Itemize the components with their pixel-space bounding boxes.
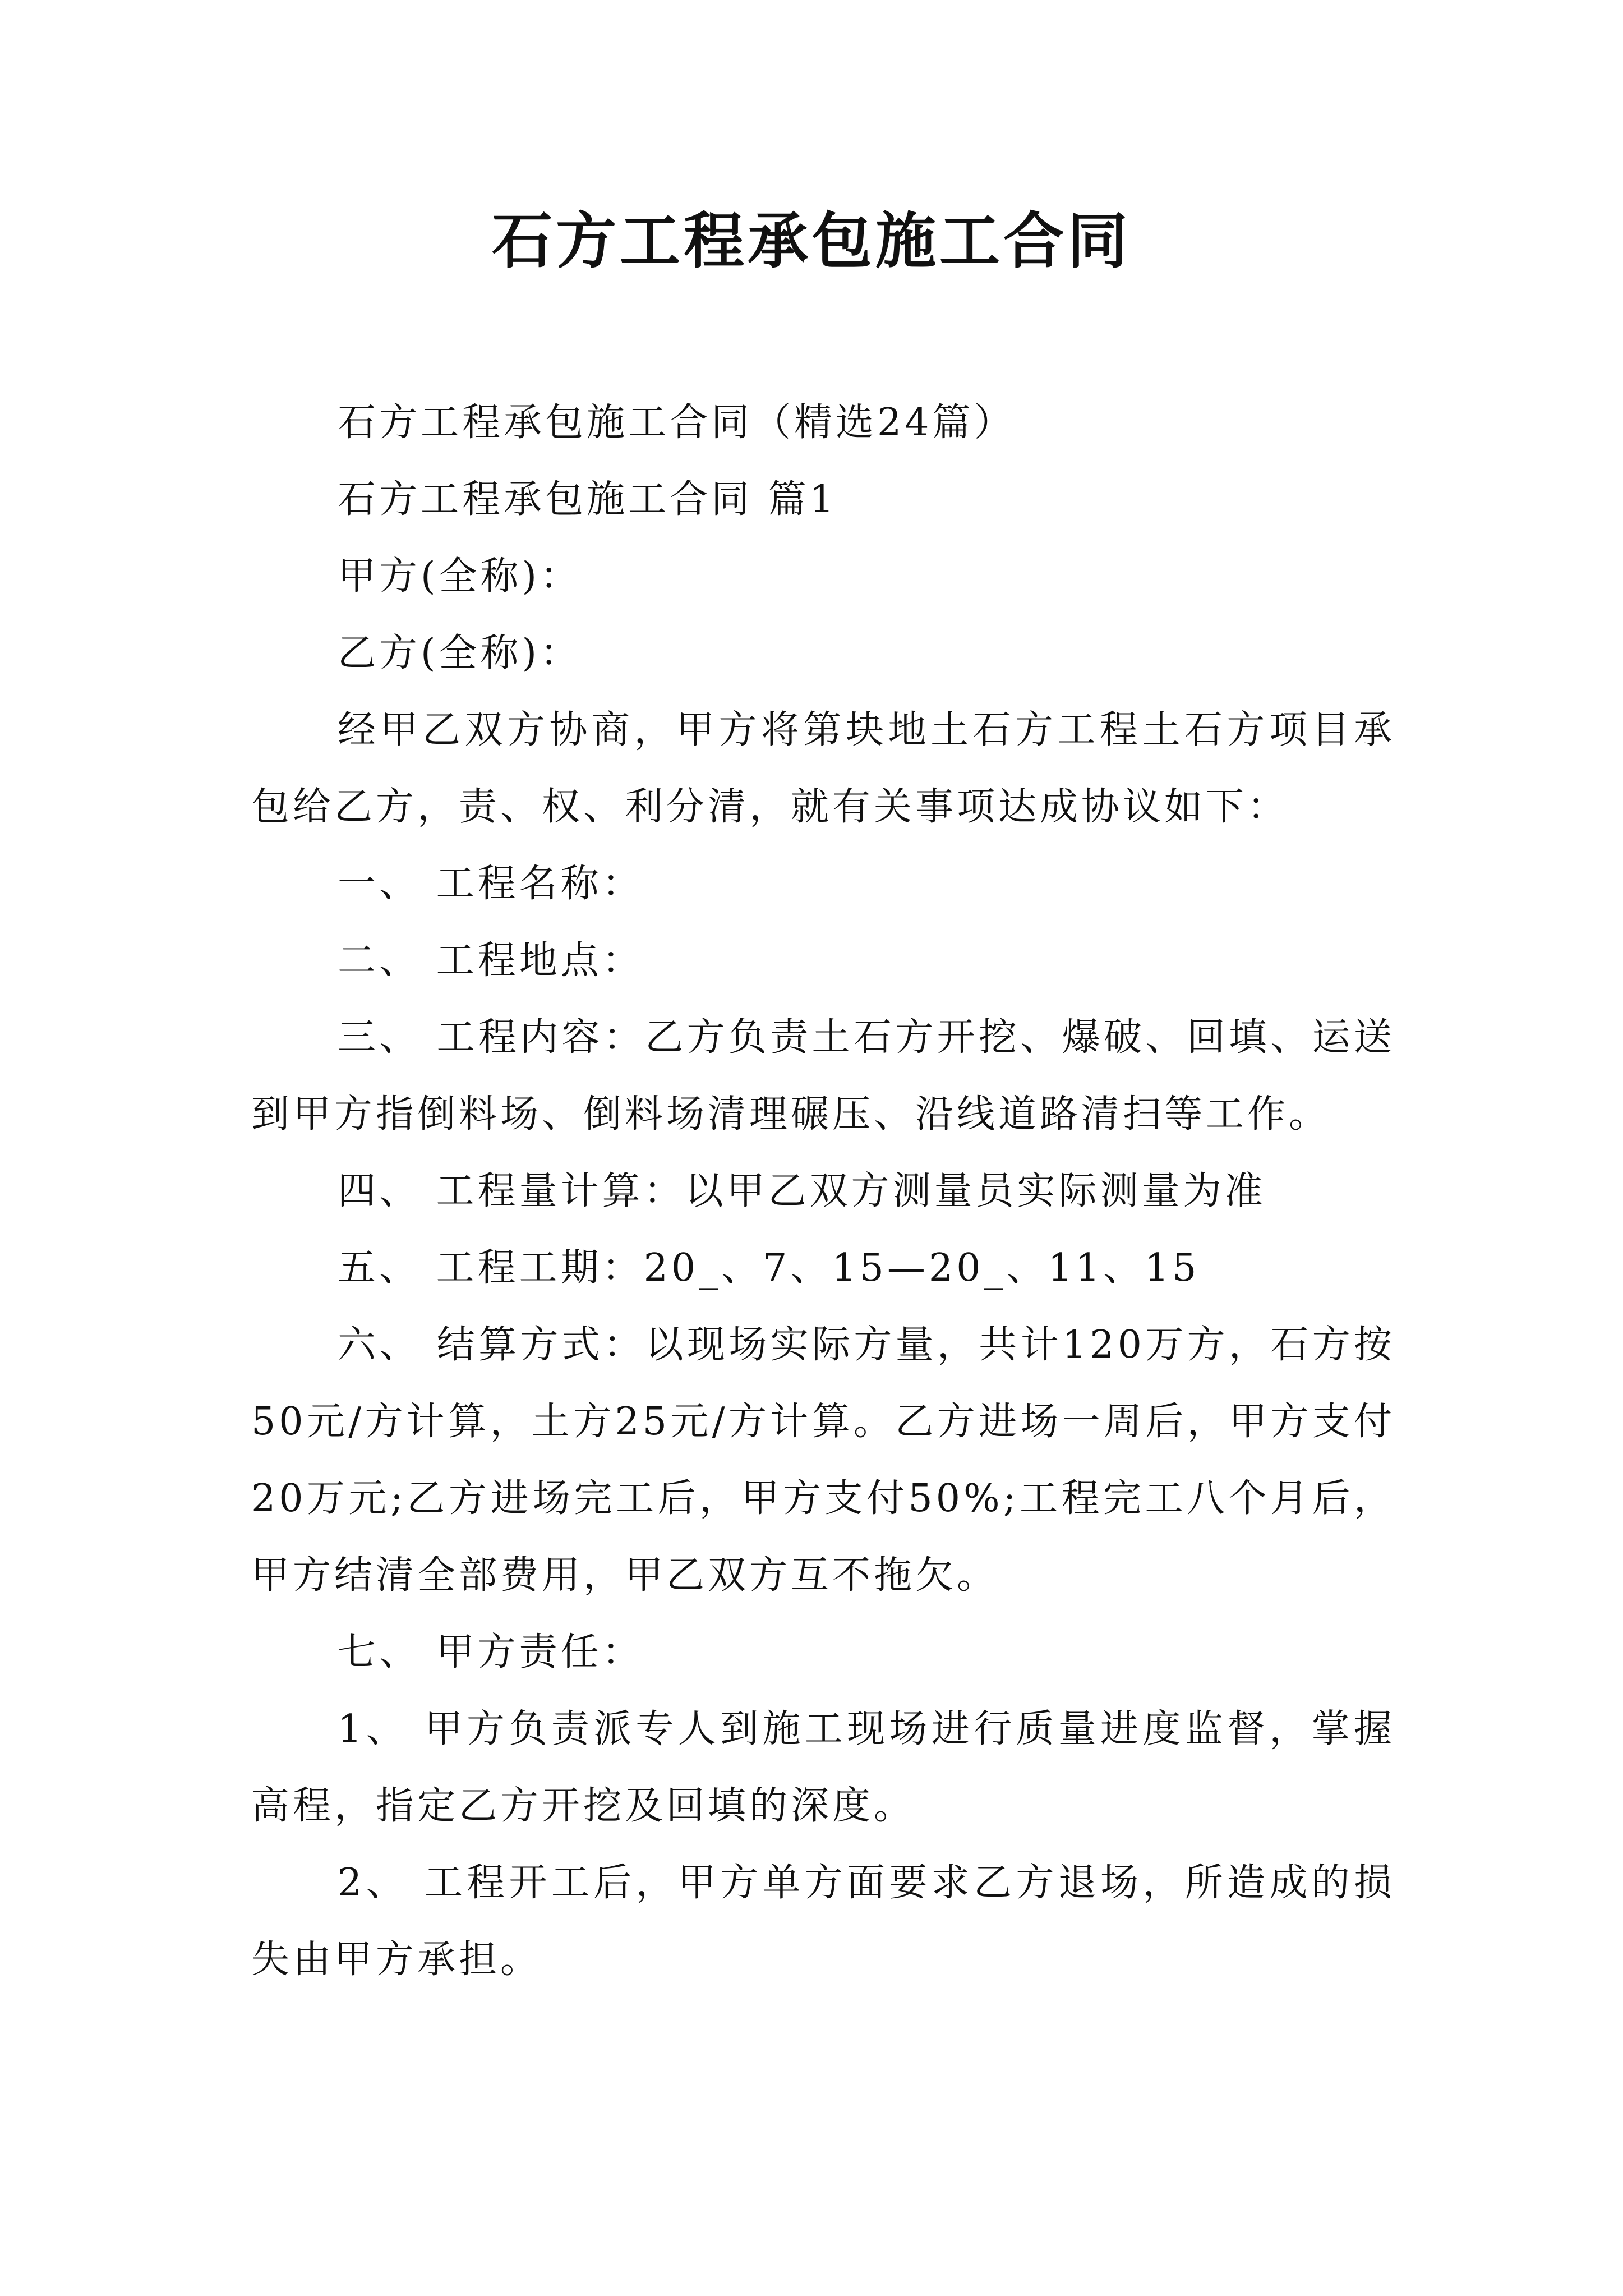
paragraph-quantity-calculation: 四、 工程量计算：以甲乙双方测量员实际测量为准: [338, 1169, 1266, 1213]
paragraph-responsibility-1: 1、 甲方负责派专人到施工现场进行质量进度监督，掌握高程，指定乙方开挖及回填的深度。: [251, 1707, 1395, 1828]
paragraph-project-content: 三、 工程内容：乙方负责土石方开挖、爆破、回填、运送到甲方指倒料场、倒料场清理碾压、沿线道路清扫等工作。: [251, 1015, 1395, 1137]
paragraph-settlement: 六、 结算方式：以现场实际方量，共计120万方，石方按50元/方计算，土方25元/方计算。乙方进场一周后，甲方支付20万元;乙方进场完工后，甲方支付50%;工程完工八个月后，甲方结清全部费用，甲乙双方互不拖欠。: [251, 1323, 1395, 1598]
paragraph-intro: 经甲乙双方协商，甲方将第块地土石方工程土石方项目承包给乙方，责、权、利分清，就有关事项达成协议如下：: [251, 708, 1395, 829]
paragraph-section-heading: 石方工程承包施工合同 篇1: [338, 477, 837, 522]
document-title: 石方工程承包施工合同: [491, 206, 1131, 277]
paragraph-party-b: 乙方(全称)：: [338, 631, 582, 675]
paragraph-subtitle: 石方工程承包施工合同（精选24篇）: [338, 401, 1016, 445]
paragraph-party-a: 甲方(全称)：: [338, 554, 582, 599]
document-body: [251, 384, 1395, 1998]
paragraph-project-name: 一、 工程名称：: [338, 862, 644, 906]
paragraph-project-location: 二、 工程地点：: [338, 938, 644, 983]
paragraph-party-a-responsibility: 七、 甲方责任：: [338, 1630, 644, 1674]
paragraph-project-duration: 五、 工程工期：20_、7、15—20_、11、15: [338, 1246, 1200, 1290]
paragraph-responsibility-2: 2、 工程开工后，甲方单方面要求乙方退场，所造成的损失由甲方承担。: [251, 1861, 1395, 1982]
